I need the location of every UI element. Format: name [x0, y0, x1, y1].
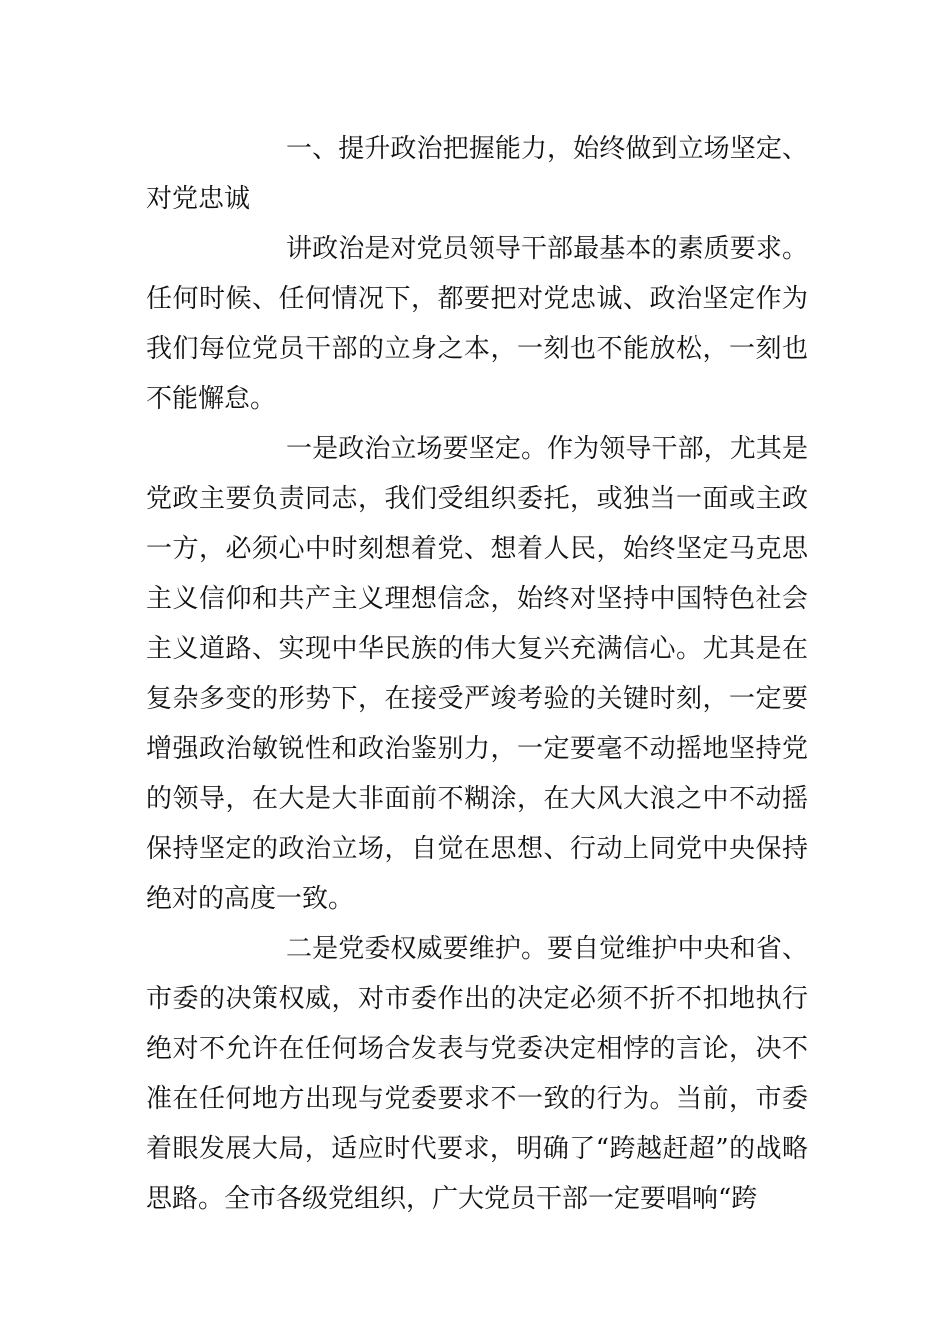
- document-body: [146, 124, 808, 1224]
- paragraph-intro: 讲政治是对党员领导干部最基本的素质要求。任何时候、任何情况下，都要把对党忠诚、政治坚定作为我们每位党员干部的立身之本，一刻也不能放松，一刻也不能懈怠。: [146, 234, 808, 414]
- paragraph-party-authority: 二是党委权威要维护。要自觉维护中央和省、市委的决策权威，对市委作出的决定必须不折不扣地执行绝对不允许在任何场合发表与党委决定相悖的言论，决不准在任何地方出现与党委要求不一致的行为。当前，市委着眼发展大局，适应时代要求，明确了“跨越赶超”的战略思路。全市各级党组织，广大党员干部一定要唱响“跨: [146, 934, 808, 1214]
- section-heading: 一、提升政治把握能力，始终做到立场坚定、对党忠诚: [146, 134, 808, 214]
- paragraph-political-stance: 一是政治立场要坚定。作为领导干部，尤其是党政主要负责同志，我们受组织委托，或独当一面或主政一方，必须心中时刻想着党、想着人民，始终坚定马克思主义信仰和共产主义理想信念，始终对坚持中国特色社会主义道路、实现中华民族的伟大复兴充满信心。尤其是在复杂多变的形势下，在接受严竣考验的关键时刻，一定要增强政治敏锐性和政治鉴别力，一定要毫不动摇地坚持党的领导，在大是大非面前不糊涂，在大风大浪之中不动摇保持坚定的政治立场，自觉在思想、行动上同党中央保持绝对的高度一致。: [146, 434, 808, 914]
